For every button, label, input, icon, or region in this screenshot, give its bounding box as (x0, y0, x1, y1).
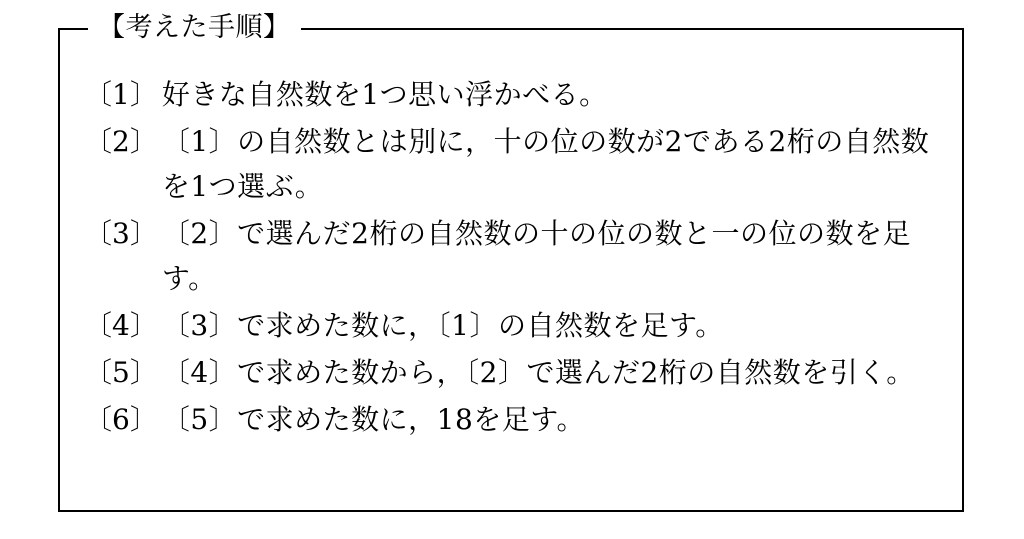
list-item (84, 303, 944, 348)
step-text: 〔5〕で求めた数に，18を足す。 (161, 403, 586, 436)
step-text: 〔2〕で選んだ2桁の自然数の十の位の数と一の位の数を足す。 (161, 217, 911, 295)
step-label: 〔4〕 (84, 309, 158, 342)
list-item (84, 397, 944, 442)
step-text: 〔3〕で求めた数に，〔1〕の自然数を足す。 (161, 309, 724, 342)
list-item (84, 119, 944, 209)
step-label: 〔2〕 (84, 125, 158, 158)
step-label: 〔3〕 (84, 217, 158, 250)
step-text: 好きな自然数を1つ思い浮かべる。 (161, 78, 608, 111)
list-item (84, 211, 944, 301)
list-item (84, 350, 944, 395)
step-label: 〔6〕 (84, 403, 158, 436)
procedure-step-list (84, 72, 944, 444)
step-text: 〔4〕で求めた数から，〔2〕で選んだ2桁の自然数を引く。 (161, 356, 915, 389)
step-text: 〔1〕の自然数とは別に，十の位の数が2である2桁の自然数を1つ選ぶ。 (161, 125, 930, 203)
list-item (84, 72, 944, 117)
box-title: 【考えた手順】 (88, 8, 301, 48)
step-label: 〔5〕 (84, 356, 158, 389)
step-label: 〔1〕 (84, 78, 158, 111)
